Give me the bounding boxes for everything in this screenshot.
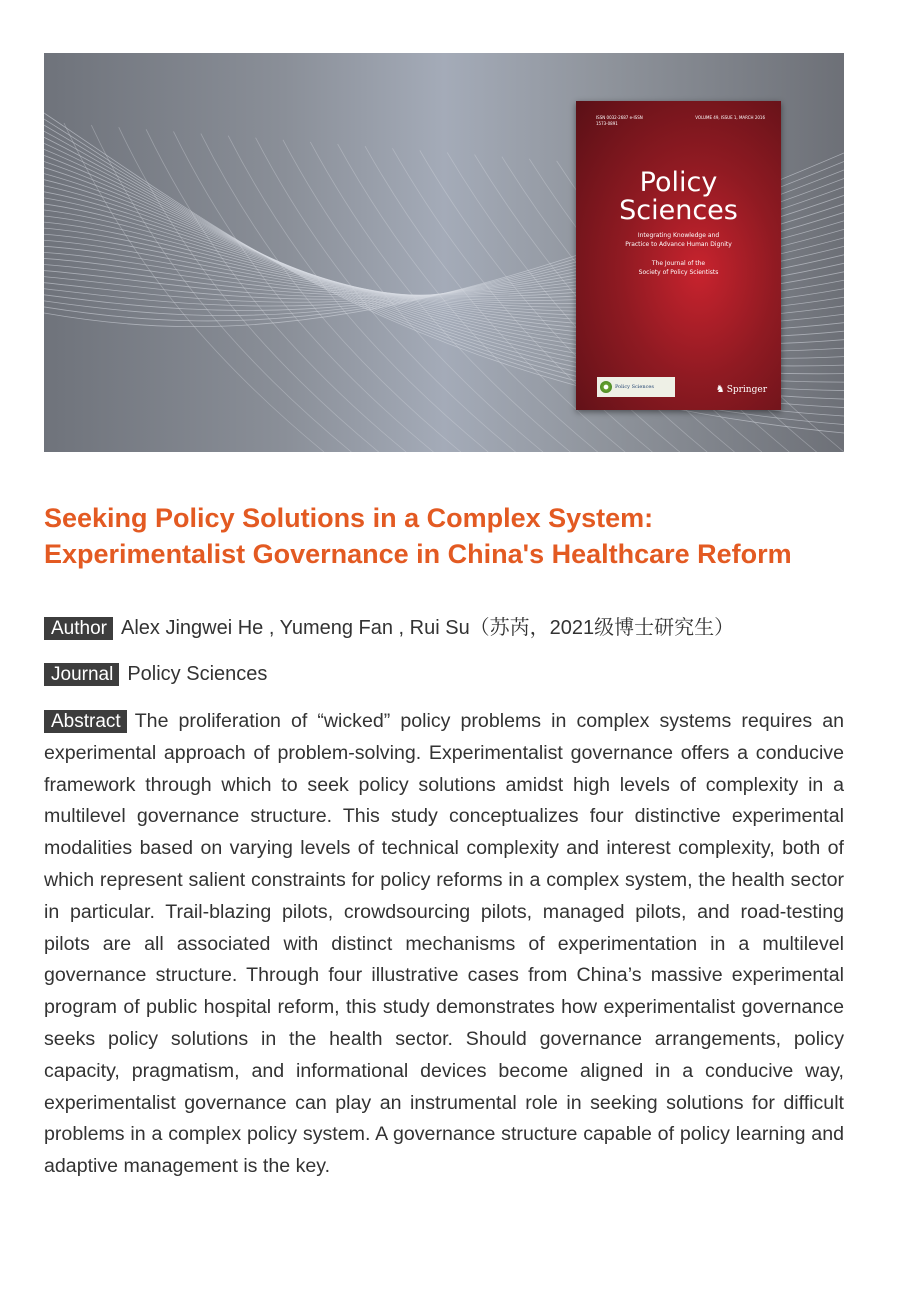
journal-banner xyxy=(44,53,844,452)
cover-society-line1: The Journal of the xyxy=(651,260,706,267)
cover-subtitle xyxy=(576,231,781,249)
author-value: Alex Jingwei He , Yumeng Fan , Rui Su（苏芮，2021级博士研究生） xyxy=(120,617,735,639)
cover-publisher-name: Springer xyxy=(726,385,767,395)
mesh-line xyxy=(173,131,433,452)
cover-logo xyxy=(597,377,675,397)
abstract-label: Abstract xyxy=(44,710,127,733)
mesh-line xyxy=(201,134,461,452)
cover-issn: ISSN 0032-2687 e-ISSN 1573-0891 xyxy=(596,115,643,126)
cover-title-line1: Policy xyxy=(639,167,718,198)
cover-volume: VOLUME 49, ISSUE 1, MARCH 2016 xyxy=(695,115,765,120)
abstract-paragraph xyxy=(44,706,844,1183)
journal-cover xyxy=(576,101,781,410)
cover-society-line2: Society of Policy Scientists xyxy=(638,269,719,276)
cover-society xyxy=(576,259,781,277)
author-label: Author xyxy=(44,617,113,640)
cover-subtitle-line2: Practice to Advance Human Dignity xyxy=(625,241,732,248)
journal-label: Journal xyxy=(44,663,119,686)
abstract-text: The proliferation of “wicked” policy problems in complex systems requires an experimental approach of problem-solving. Experimentalist governance offers a conducive framework through which to seek policy solutions amidst high levels of complexity in a multilevel governance structure. This study conceptualizes four distinctive experimental modalities based on varying levels of technical complexity and interest complexity, both of which represent salient constraints for policy reforms in a complex system, the health sector in particular. Trail-blazing pilots, crowdsourcing pilots, managed pilots, and road-testing pilots are all associated with distinct mechanisms of experimentation in a multilevel governance structure. Through four illustrative cases from China’s massive experimental program of public hospital reform, this study demonstrates how experimentalist governance seeks policy solutions in the health sector. Should governance arrangements, policy capacity, pragmatism, and informational devices become aligned in a conducive way, experimentalist governance can play an instrumental role in seeking solutions for difficult problems in a complex policy system. A governance structure capable of policy learning and adaptive management is the key. xyxy=(44,710,844,1178)
cover-title xyxy=(576,169,781,225)
cover-title-line2: Sciences xyxy=(619,195,738,226)
cover-subtitle-line1: Integrating Knowledge and xyxy=(637,232,720,239)
cover-publisher xyxy=(716,384,767,395)
cover-logo-text: Policy Sciences xyxy=(615,384,654,390)
article-title xyxy=(44,500,864,572)
article-title-line1: Seeking Policy Solutions in a Complex System: xyxy=(44,503,654,533)
article-title-line2: Experimentalist Governance in China's Healthcare Reform xyxy=(44,539,792,569)
globe-icon xyxy=(600,381,612,393)
journal-row xyxy=(44,662,844,686)
springer-horse-icon: ♞ xyxy=(715,384,725,395)
journal-value: Policy Sciences xyxy=(127,663,268,685)
author-row xyxy=(44,616,844,640)
